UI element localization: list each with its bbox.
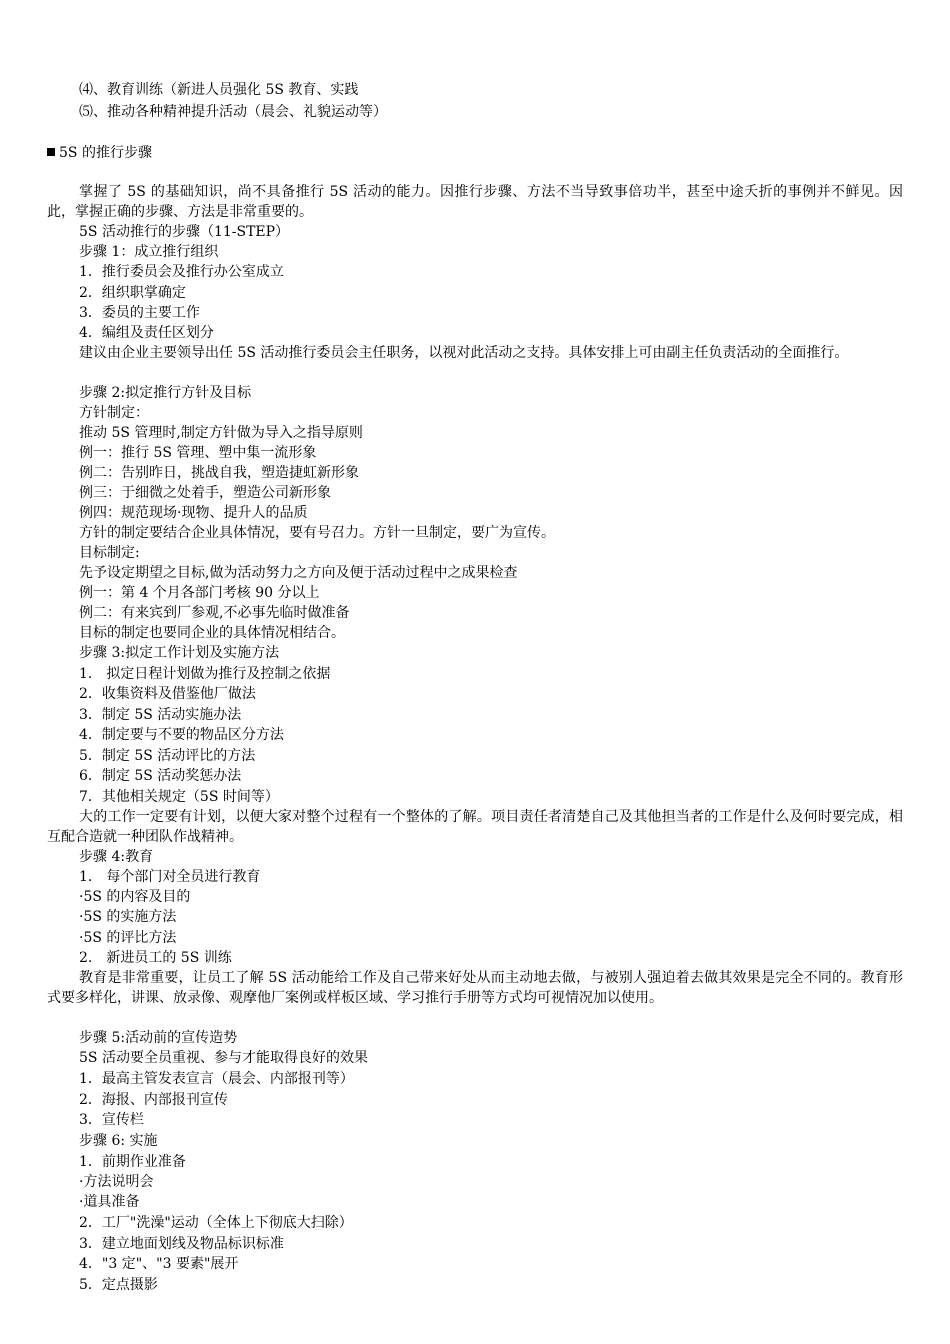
text-line: 推动 5S 管理时,制定方针做为导入之指导原则 [79, 425, 363, 441]
paragraph-step3: 大的工作一定要有计划，以便大家对整个过程有一个整体的了解。项目责任者清楚自己及其他担当者的工作是什么及何时要完成，相互配合造就一种团队作战精神。 [47, 809, 903, 845]
section-heading-text: 5S 的推行步骤 [59, 145, 152, 161]
list-item: 3．委员的主要工作 [79, 305, 200, 321]
list-item: 5．制定 5S 活动评比的方法 [79, 748, 256, 764]
list-item: 1. 每个部门对全员进行教育 [79, 869, 261, 885]
list-item: 2．收集资料及借鉴他厂做法 [79, 686, 256, 702]
list-item: 2．海报、内部报刊宣传 [79, 1092, 228, 1108]
list-item: 1．最高主管发表宣言（晨会、内部报刊等） [79, 1071, 354, 1087]
list-item: 3．宣传栏 [79, 1112, 144, 1128]
list-item: 1. 拟定日程计划做为推行及控制之依据 [79, 666, 331, 682]
text-line: 目标的制定也要同企业的具体情况相结合。 [79, 625, 345, 641]
list-item: ·5S 的评比方法 [79, 930, 177, 946]
list-item: 7．其他相关规定（5S 时间等） [79, 789, 279, 805]
list-item: 6．制定 5S 活动奖惩办法 [79, 768, 242, 784]
square-bullet-icon [47, 148, 55, 156]
text-line: 例四：规范现场·现物、提升人的品质 [79, 505, 308, 521]
paragraph-intro: 掌握了 5S 的基础知识，尚不具备推行 5S 活动的能力。因推行步骤、方法不当导致事倍功半，甚至中途夭折的事例并不鲜见。因此，掌握正确的步骤、方法是非常重要的。 [47, 184, 903, 220]
text-line: 方针的制定要结合企业具体情况，要有号召力。方针一旦制定，要广为宣传。 [79, 525, 555, 541]
text-line: 例二：有来宾到厂参观,不必事先临时做准备 [79, 605, 350, 621]
list-item: 1．推行委员会及推行办公室成立 [79, 264, 284, 280]
text-line: 方针制定： [79, 405, 149, 421]
text-line: 5S 活动要全员重视、参与才能取得良好的效果 [79, 1050, 368, 1066]
paragraph-step1: 建议由企业主要领导出任 5S 活动推行委员会主任职务，以视对此活动之支持。具体安排上可由副主任负责活动的全面推行。 [79, 345, 849, 361]
list-item: 4．"3 定"、"3 要素"展开 [79, 1256, 239, 1272]
text-line: 例一：推行 5S 管理、塑中集一流形象 [79, 445, 317, 461]
step-heading: 步骤 6: 实施 [79, 1133, 158, 1149]
step-heading: 步骤 1：成立推行组织 [79, 244, 219, 260]
list-item: ·5S 的实施方法 [79, 909, 177, 925]
list-item: 3．建立地面划线及物品标识标准 [79, 1236, 284, 1252]
text-line: 目标制定: [79, 545, 140, 561]
list-item: 2. 新进员工的 5S 训练 [79, 950, 232, 966]
list-item: 4．制定要与不要的物品区分方法 [79, 727, 284, 743]
paragraph-step4: 教育是非常重要，让员工了解 5S 活动能给工作及自己带来好处从而主动地去做，与被别人强迫着去做其效果是完全不同的。教育形式要多样化，讲课、放录像、观摩他厂案例或样板区域、学习推行手册等方式均可视情况加以使用。 [47, 970, 903, 1006]
step-heading: 步骤 4:教育 [79, 849, 154, 865]
intro-item: ⑷、教育训练（新进人员强化 5S 教育、实践 [79, 82, 359, 98]
text-line: 5S 活动推行的步骤（11-STEP） [79, 224, 290, 240]
list-item: ·5S 的内容及目的 [79, 889, 191, 905]
list-item: 3．制定 5S 活动实施办法 [79, 707, 242, 723]
list-item: 4．编组及责任区划分 [79, 325, 214, 341]
list-item: 5．定点摄影 [79, 1277, 158, 1293]
step-heading: 步骤 2:拟定推行方针及目标 [79, 385, 252, 401]
step-heading: 步骤 3:拟定工作计划及实施方法 [79, 645, 280, 661]
section-heading [47, 143, 152, 163]
list-item: 2．工厂"洗澡"运动（全体上下彻底大扫除） [79, 1215, 353, 1231]
text-line: 例三：于细微之处着手，塑造公司新形象 [79, 485, 331, 501]
list-item: ·方法说明会 [79, 1174, 154, 1190]
text-line: 例二：告别昨日，挑战自我，塑造捷虹新形象 [79, 465, 359, 481]
text-line: 先予设定期望之目标,做为活动努力之方向及便于活动过程中之成果检查 [79, 565, 518, 581]
list-item: ·道具准备 [79, 1194, 140, 1210]
intro-item: ⑸、推动各种精神提升活动（晨会、礼貌运动等） [79, 104, 387, 120]
step-heading: 步骤 5:活动前的宣传造势 [79, 1030, 238, 1046]
text-line: 例一：第 4 个月各部门考核 90 分以上 [79, 585, 320, 601]
list-item: 2．组织职掌确定 [79, 285, 186, 301]
list-item: 1．前期作业准备 [79, 1154, 186, 1170]
